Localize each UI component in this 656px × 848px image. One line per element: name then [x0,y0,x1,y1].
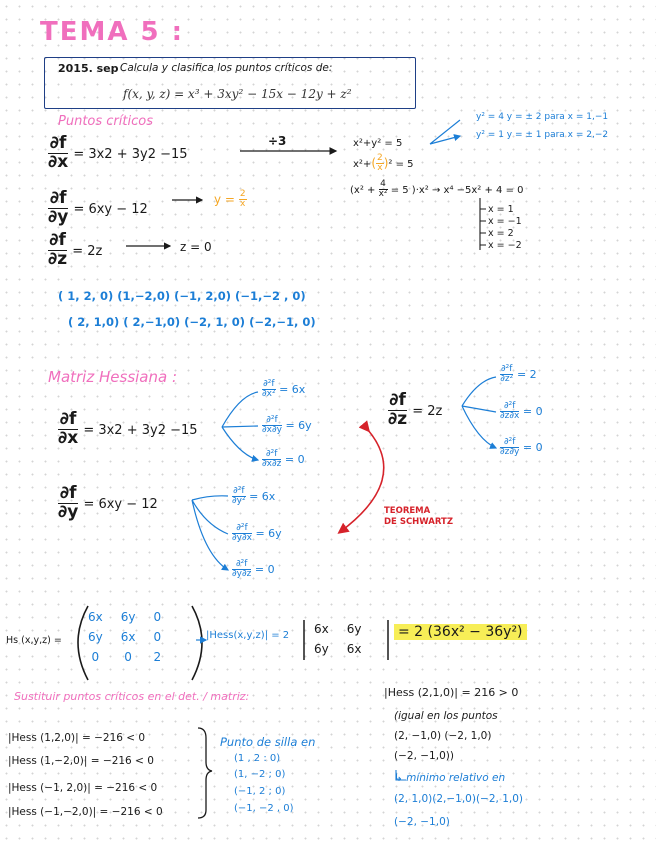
y-case-branch [430,120,460,144]
h23: 0 [153,630,162,644]
hessian-header: Matriz Hessiana : [48,368,178,386]
fxx-den: ∂x² [262,389,276,400]
min-arrow [396,770,406,780]
det-result-highlight: = 2 (36x² − 36y²) [394,624,527,640]
fyy-num: ∂²f [233,486,245,496]
h11: 6x [88,610,103,624]
system-line2b: ² = 5 [388,158,414,170]
fzz-den: ∂z² [500,374,514,385]
h21: 6y [88,630,103,644]
fyx-num: ∂²f [232,524,252,534]
schwarz-label-1: TEOREMA [384,506,431,516]
system-line2-den: x [377,163,383,174]
fxx-val: = 6x [279,382,306,396]
saddle-brace [198,728,212,818]
right-eval-3: (2, −1,0) (−2, 1,0) [394,730,492,742]
fxx-num: ∂²f [263,379,275,389]
right-eval-2: (igual en los puntos [394,710,498,722]
h12: 6y [120,610,136,624]
substitute-header: Sustituir puntos críticos en el det. / matriz: [14,690,250,703]
hessian-label: Hs (x,y,z) = [6,635,62,646]
system-line3-num: 4 [380,179,386,189]
system-line2: x²+( $\frac{2}{x}$ )² = 5 [353,153,414,174]
system-line3-den: x² [378,189,388,200]
fzx-den: ∂z∂x [500,411,520,422]
y-case2: y² = 1 y = ± 1 para x = 2,−2 [476,130,609,140]
right-eval-5: ↳ mínimo relativo en [394,772,506,784]
m12: 6y [346,622,362,636]
dfdx-den: ∂x [48,151,69,172]
h32: 0 [124,650,132,664]
dfdz-expr: = 2z [72,243,103,259]
dfdy-expr: = 6xy − 12 [73,201,148,217]
m11: 6x [314,622,329,636]
dfdz-num: ∂f [49,230,66,250]
fxy-num: ∂²f [262,416,282,426]
fzy-den: ∂z∂y [500,447,520,458]
root-bracket [480,198,486,250]
eval-3: |Hess (−1, 2,0)| = −216 < 0 [8,782,158,794]
system-line3b: = 5 )·x² → x⁴ −5x² + 4 = 0 [390,184,524,196]
fxz-val: = 0 [284,452,305,466]
hess-fz-num: ∂f [389,390,406,410]
hess-fx-num: ∂f [59,409,77,429]
dfdy-num: ∂f [49,188,67,208]
page-title: TEMA 5 : [40,17,185,47]
y-case1: y² = 4 y = ± 2 para x = 1,−1 [476,112,609,122]
h22: 6x [120,630,136,644]
schwarz-arrow [340,430,384,532]
h13: 0 [153,610,162,624]
fyx-val: = 6y [255,526,282,540]
fx-branches [222,392,258,460]
h31: 0 [91,650,100,664]
fzx-num: ∂²f [500,402,519,412]
saddle-point-2: (1, −2 ; 0) [234,769,286,780]
fz-branches [462,377,496,448]
fzz-val: = 2 [516,367,537,381]
fzz-num: ∂²f [501,364,513,374]
matrix-right-paren [192,606,202,680]
m21: 6y [314,642,329,656]
critical-points-row1: ( 1, 2, 0) (1,−2,0) (−1, 2,0) (−1,−2 , 0) [58,289,306,303]
fyz-den: ∂y∂z [232,569,252,580]
problem-date-label: 2015. sep [58,62,119,75]
y-solution-label: y = [214,192,235,207]
eval-4: |Hess (−1,−2,0)| = −216 < 0 [8,806,163,818]
fyy-val: = 6x [249,489,276,503]
fzy-val: = 0 [522,440,543,454]
hess-fz-expr: = 2z [412,403,443,419]
z-solution: z = 0 [180,240,212,254]
saddle-point-3: (−1, 2 ; 0) [234,786,286,797]
saddle-point-4: (−1, −2 , 0) [234,803,294,814]
fxy-val: = 6y [285,418,312,432]
hess-fy-expr: = 6xy − 12 [83,496,158,512]
right-eval-1: |Hess (2,1,0)| = 216 > 0 [384,686,519,699]
eval-1: |Hess (1,2,0)| = −216 < 0 [8,732,146,744]
fxz-num: ∂²f [262,450,281,460]
fyy-den: ∂y² [232,496,246,507]
dfdy-den: ∂y [48,206,69,227]
system-line2-num: 2 [377,153,383,163]
right-eval-4: (−2, −1,0)) [394,750,454,762]
y-solution-den: x [240,199,246,210]
hess-fx-den: ∂x [58,427,79,448]
fxy-den: ∂x∂y [262,425,282,436]
fzy-num: ∂²f [500,438,519,448]
root-3: x = 2 [488,228,514,239]
schwarz-label-2: DE SCHWARTZ [384,517,453,527]
hess-fz-den: ∂z [388,408,408,429]
eval-2: |Hess (1,−2,0)| = −216 < 0 [8,755,154,767]
divide-label: ÷3 [268,134,287,148]
fyz-val: = 0 [254,562,275,576]
h33: 2 [153,650,162,664]
det-label: |Hess(x,y,z)| = 2 [206,630,290,641]
problem-function: f(x, y, z) = x³ + 3xy² − 15x − 12y + z² [123,87,352,101]
root-4: x = −2 [488,240,522,251]
matrix-left-paren [78,606,88,680]
system-line3a: (x² + [350,184,376,196]
right-eval-6: (2, 1,0)(2,−1,0)(−2, 1,0) [394,793,523,805]
system-line2a: x²+ [353,158,372,170]
root-2: x = −1 [488,216,522,227]
fyz-num: ∂²f [232,560,251,570]
fzx-val: = 0 [522,404,543,418]
dfdx-expr: = 3x2 + 3y2 −15 [73,146,188,162]
dfdz-den: ∂z [48,248,68,269]
fy-branches [192,496,228,570]
hess-fx-expr: = 3x2 + 3y2 −15 [83,422,198,438]
saddle-point-1: (1 , 2 : 0) [234,753,281,764]
hess-fy-den: ∂y [58,501,79,522]
fyx-den: ∂y∂x [232,533,252,544]
m22: 6x [346,642,362,656]
root-1: x = 1 [488,204,514,215]
critical-points-row2: ( 2, 1,0) ( 2,−1,0) (−2, 1, 0) (−2,−1, 0) [68,315,316,329]
hess-fy-num: ∂f [59,483,77,503]
system-line1: x²+y² = 5 [353,138,403,149]
critical-points-header: Puntos críticos [58,114,153,129]
y-solution-num: 2 [239,189,246,199]
right-eval-7: (−2, −1,0) [394,816,450,828]
problem-statement: Calcula y clasifica los puntos críticos de: [120,62,333,74]
saddle-label: Punto de silla en [220,735,316,749]
dfdx-num: ∂f [49,133,67,153]
fxz-den: ∂x∂z [262,459,282,470]
